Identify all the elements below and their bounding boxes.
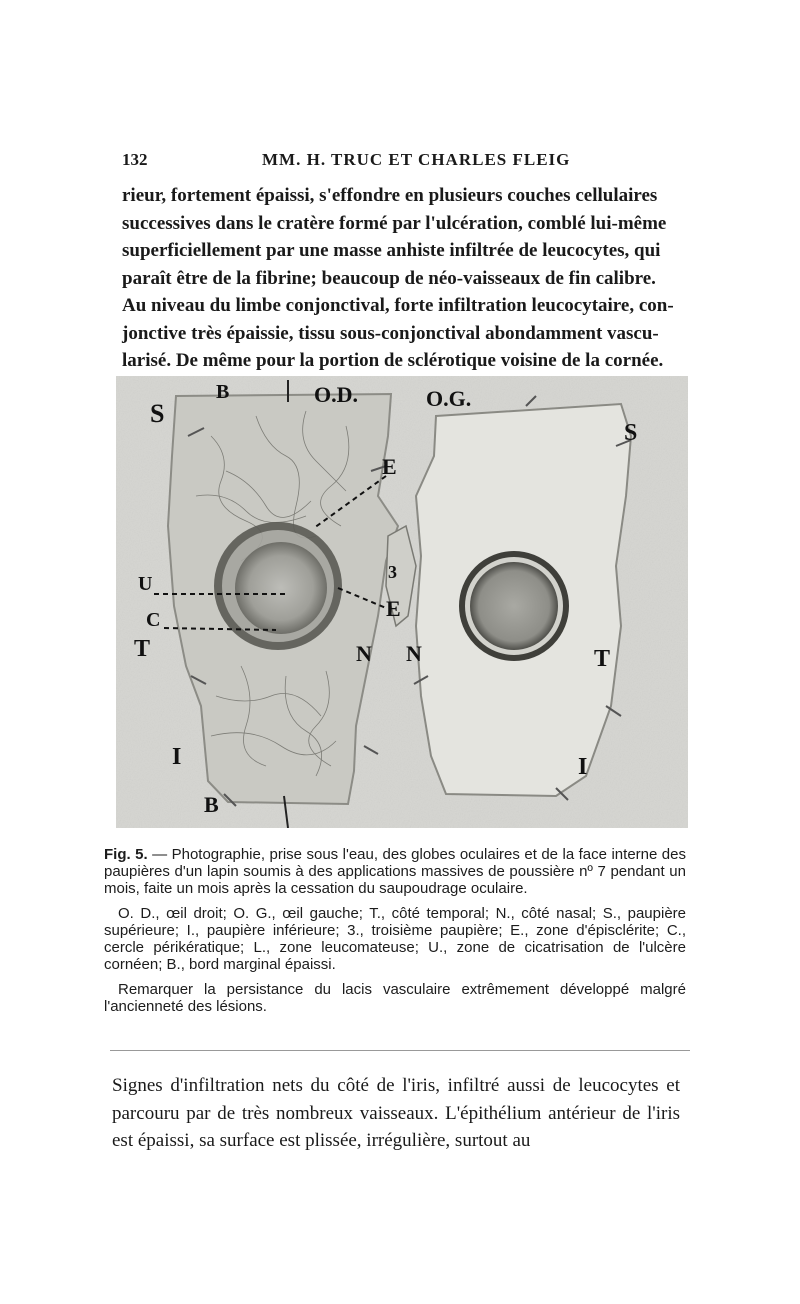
- body-line: superficiellement par une masse anhiste infiltrée de leucocytes, qui: [122, 240, 661, 261]
- label-b-top: B: [216, 381, 230, 403]
- figure-svg: [116, 376, 688, 828]
- label-n-left: N: [356, 641, 372, 666]
- body-line: rieur, fortement épaissi, s'effondre en plusieurs couches cellulaires: [122, 185, 658, 206]
- label-n-right: N: [406, 641, 422, 666]
- label-s-right: S: [624, 420, 638, 446]
- caption-remark: Remarquer la persistance du lacis vasculaire extrêmement développé malgré l'ancienneté des lésions.: [104, 981, 686, 1015]
- body-line: larisé. De même pour la portion de sclérotique voisine de la cornée.: [122, 350, 664, 371]
- right-cornea: [470, 562, 558, 650]
- caption-lead-text: — Photographie, prise sous l'eau, des globes oculaires et de la face interne des paupières d'un lapin soumis à des applications massives de poussière nº 7 pendant un mois, faite un mois après la cessation du saupoudrage oculaire.: [104, 846, 686, 897]
- label-i-right: I: [578, 754, 588, 780]
- page-number: 132: [122, 150, 148, 169]
- label-c: C: [146, 609, 161, 631]
- figure-caption: [104, 846, 686, 1023]
- left-cornea: [235, 542, 327, 634]
- continuation-paragraph: [112, 1072, 680, 1155]
- label-three: 3: [388, 562, 397, 582]
- label-og: O.G.: [426, 386, 472, 411]
- body-line: paraît être de la fibrine; beaucoup de néo-vaisseaux de fin calibre.: [122, 267, 656, 289]
- body-line: Au niveau du limbe conjonctival, forte infiltration leucocytaire, con-: [122, 295, 674, 316]
- label-e-mid: E: [386, 596, 401, 621]
- caption-separator: [110, 1050, 690, 1051]
- label-od: O.D.: [314, 382, 358, 407]
- label-i-left: I: [172, 744, 182, 770]
- label-t-left: T: [134, 636, 151, 662]
- label-s-left: S: [150, 399, 165, 428]
- running-title: MM. H. TRUC ET CHARLES FLEIG: [262, 150, 571, 169]
- body-paragraph: [122, 182, 682, 375]
- continuation-text: Signes d'infiltration nets du côté de l'iris, infiltré aussi de leucocytes et parcouru par de très nombreux vaisseaux. L'épithélium antérieur de l'iris est épaissi, sa surface est plissée, irrégulière, surtout au: [112, 1075, 680, 1151]
- label-b-bottom: B: [204, 792, 219, 817]
- caption-lead: [104, 846, 686, 897]
- caption-legend: O. D., œil droit; O. G., œil gauche; T., côté temporal; N., côté nasal; S., paupière supérieure; I., paupière inférieure; 3., troisième paupière; E., zone d'épisclérite; C., cercle périkératique; L., zone leucomateuse; U., zone de cicatrisation de l'ulcère cornéen; B., bord marginal épaissi.: [104, 905, 686, 973]
- body-line: jonctive très épaissie, tissu sous-conjonctival abondamment vascu-: [122, 322, 659, 344]
- figure-photograph: [116, 376, 688, 828]
- label-t-right: T: [594, 646, 611, 672]
- page-header: [122, 150, 682, 172]
- label-u: U: [138, 573, 153, 595]
- body-line: successives dans le cratère formé par l'ulcération, comblé lui-même: [122, 212, 667, 234]
- label-e-top: E: [382, 454, 397, 479]
- caption-fig-label: Fig. 5.: [104, 846, 148, 863]
